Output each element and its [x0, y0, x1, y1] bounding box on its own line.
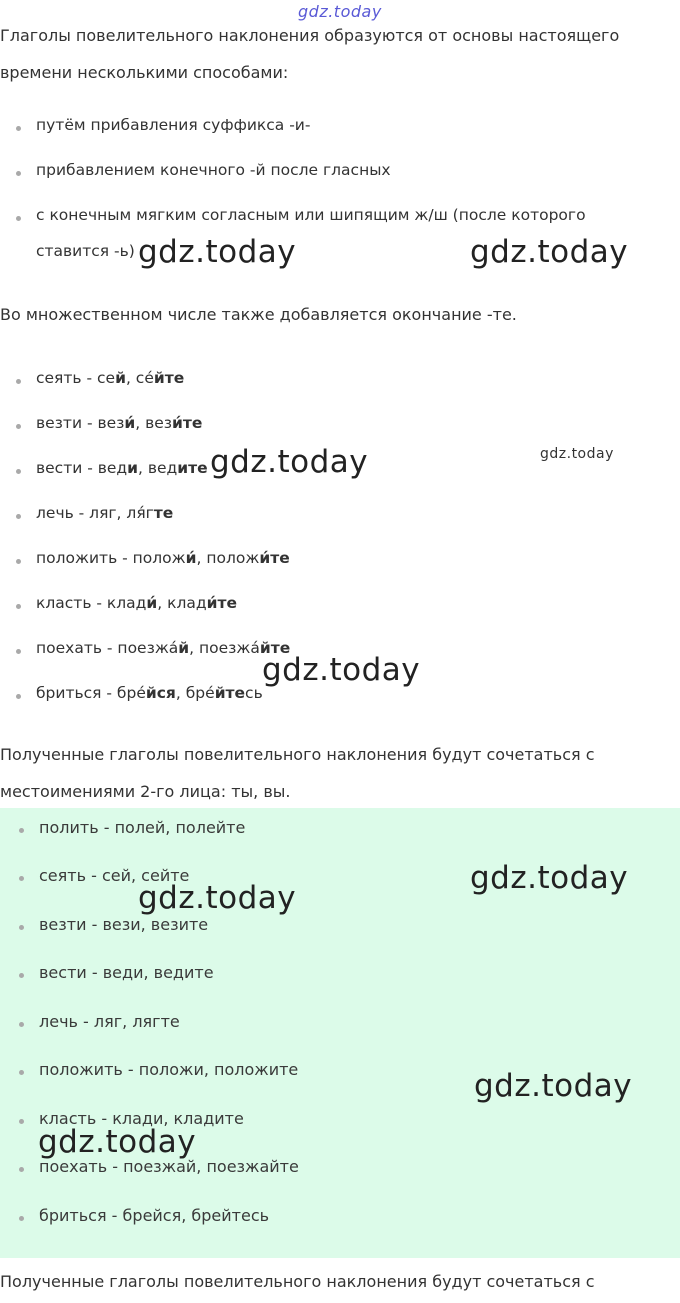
green-list-item: вести - веди, ведите: [39, 963, 214, 982]
bullet-icon: [19, 973, 24, 978]
bullet-icon: [16, 216, 21, 221]
watermark: gdz.today: [38, 1124, 197, 1160]
bullet-icon: [19, 876, 24, 881]
method-item: прибавлением конечного -й после гласных: [36, 161, 391, 179]
bullet-icon: [16, 649, 21, 654]
green-list-item: сеять - сей, сейте: [39, 866, 190, 885]
green-list-item: класть - клади, кладите: [39, 1109, 244, 1128]
bullet-icon: [19, 925, 24, 930]
bullet-icon: [16, 694, 21, 699]
bullet-icon: [19, 1119, 24, 1124]
method-item-continuation: ставится -ь): [36, 242, 135, 260]
intro-line-2: времени несколькими способами:: [0, 63, 289, 82]
watermark: gdz.today: [262, 652, 421, 688]
green-list-item: поехать - поезжай, поезжайте: [39, 1157, 299, 1176]
green-list-item: бриться - брейся, брейтесь: [39, 1206, 270, 1225]
combine-line-1: Полученные глаголы повелительного наклонения будут сочетаться с: [0, 745, 595, 764]
example-item: положить - положи́, положи́те: [36, 549, 290, 567]
bullet-icon: [16, 171, 21, 176]
example-item: сеять - сей, се́йте: [36, 369, 185, 387]
bullet-icon: [16, 469, 21, 474]
watermark: gdz.today: [138, 234, 297, 270]
watermark-top: gdz.today: [298, 2, 382, 21]
plural-note: Во множественном числе также добавляется окончание -те.: [0, 305, 517, 324]
bullet-icon: [19, 828, 24, 833]
bottom-paragraph: Полученные глаголы повелительного наклонения будут сочетаться с: [0, 1272, 595, 1291]
bullet-icon: [16, 379, 21, 384]
example-item: поехать - поезжа́й, поезжа́йте: [36, 639, 291, 657]
example-item: бриться - бре́йся, бре́йтесь: [36, 684, 263, 702]
combine-line-2: местоимениями 2-го лица: ты, вы.: [0, 782, 291, 801]
intro-line-1: Глаголы повелительного наклонения образуются от основы настоящего: [0, 26, 620, 45]
bullet-icon: [16, 604, 21, 609]
example-item: класть - клади́, клади́те: [36, 594, 237, 612]
bullet-icon: [16, 126, 21, 131]
watermark: gdz.today: [470, 860, 629, 896]
green-list-item: положить - положи, положите: [39, 1060, 299, 1079]
watermark: gdz.today: [138, 880, 297, 916]
watermark: gdz.today: [474, 1068, 633, 1104]
bullet-icon: [16, 514, 21, 519]
method-item: путём прибавления суффикса -и-: [36, 116, 311, 134]
bullet-icon: [19, 1216, 24, 1221]
green-list-item: везти - вези, везите: [39, 915, 209, 934]
green-list-item: лечь - ляг, лягте: [39, 1012, 180, 1031]
example-item: лечь - ляг, ля́гте: [36, 504, 174, 522]
watermark: gdz.today: [210, 444, 369, 480]
watermark: gdz.today: [540, 446, 614, 462]
green-list-item: полить - полей, полейте: [39, 818, 246, 837]
example-item: вести - веди, ведите: [36, 459, 208, 477]
bullet-icon: [16, 559, 21, 564]
watermark: gdz.today: [470, 234, 629, 270]
method-item: с конечным мягким согласным или шипящим ж/ш (после которого: [36, 206, 586, 224]
bullet-icon: [19, 1167, 24, 1172]
bullet-icon: [16, 424, 21, 429]
bullet-icon: [19, 1022, 24, 1027]
example-item: везти - вези́, вези́те: [36, 414, 203, 432]
bullet-icon: [19, 1070, 24, 1075]
